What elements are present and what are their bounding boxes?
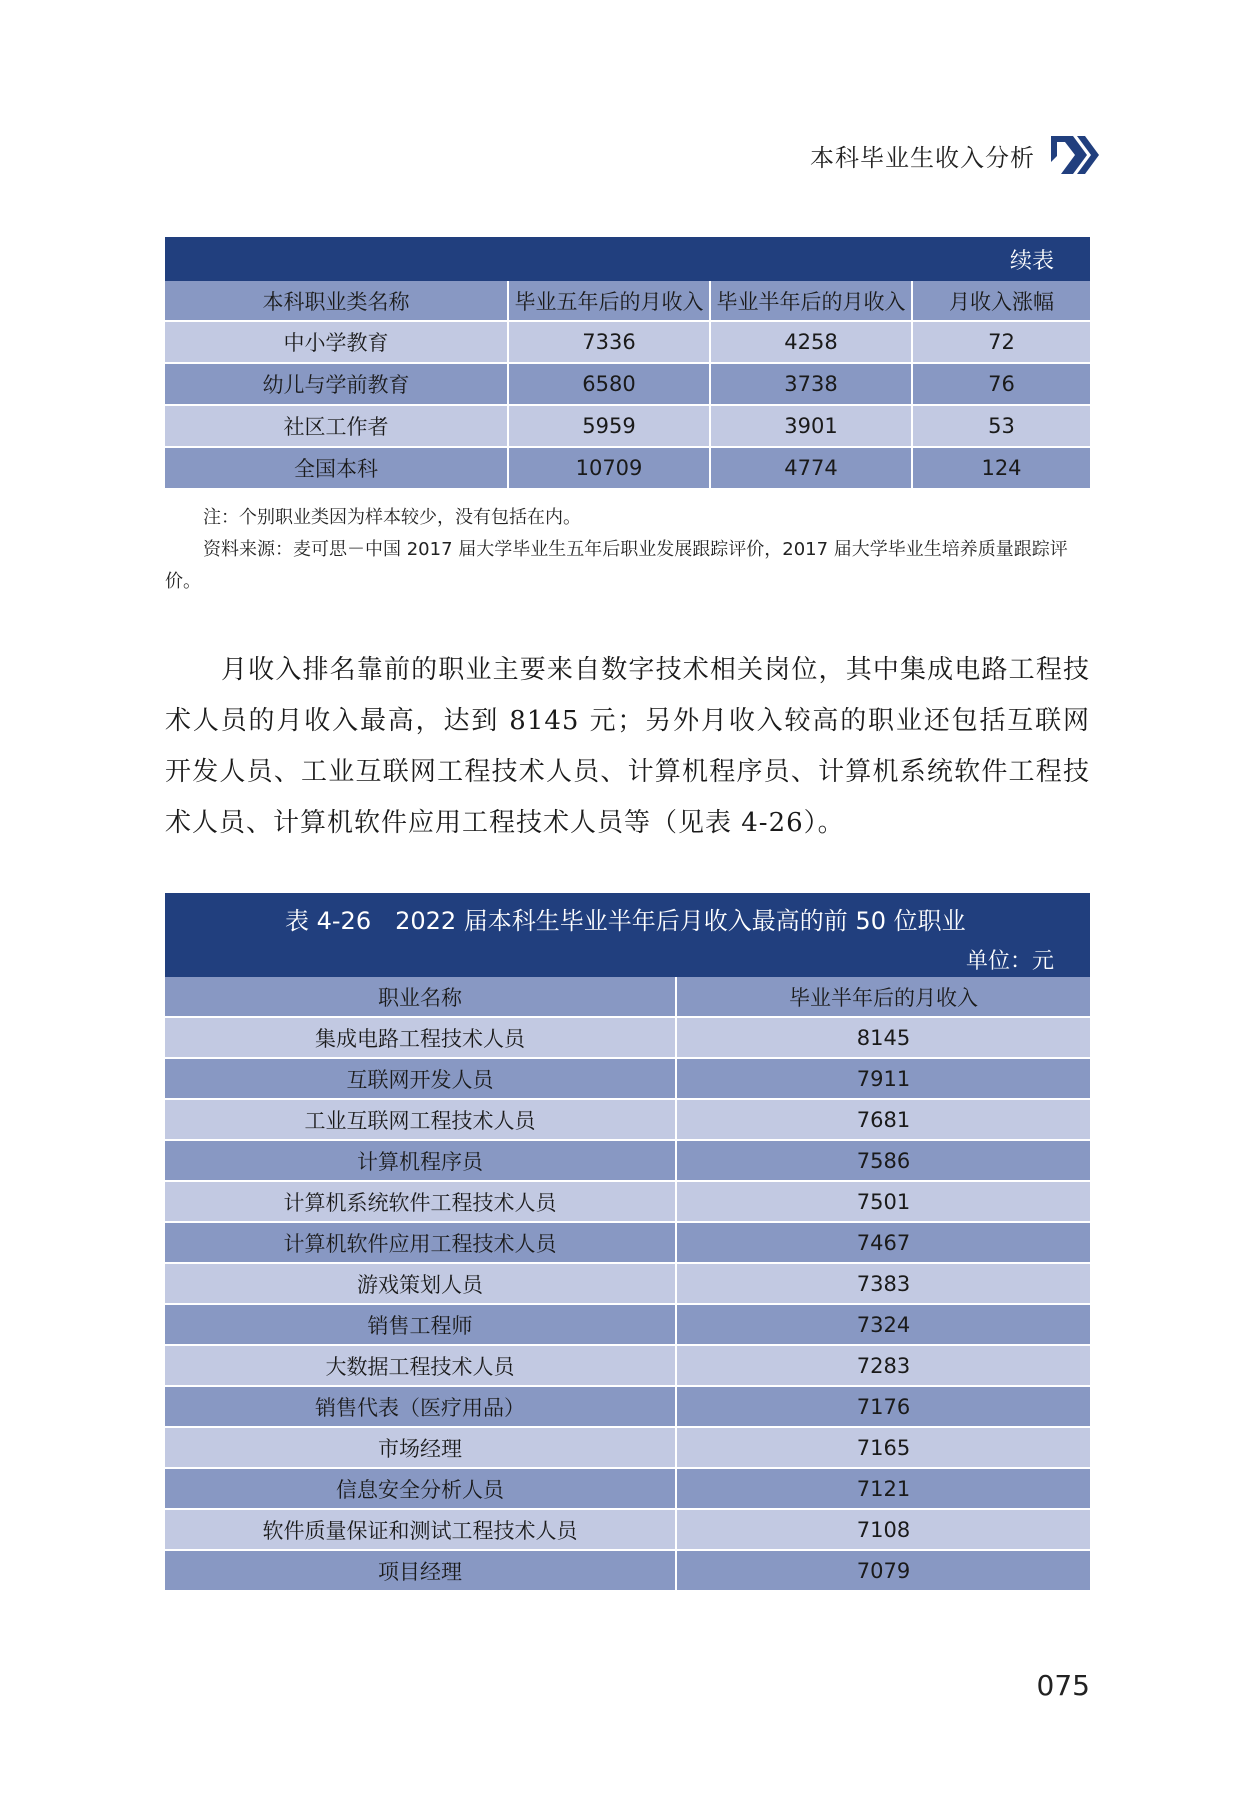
table-cell: 幼儿与学前教育 [165, 363, 508, 405]
column-header: 毕业半年后的月收入 [676, 977, 1090, 1017]
table-cell: 中小学教育 [165, 321, 508, 363]
table-cell: 3901 [710, 405, 912, 447]
table-note: 注：个别职业类因为样本较少，没有包括在内。 [203, 507, 581, 528]
table-row [165, 1099, 1090, 1140]
table-cell: 互联网开发人员 [165, 1058, 676, 1099]
table-cell: 8145 [676, 1017, 1090, 1058]
table-cell: 124 [912, 447, 1090, 489]
table-cell: 7467 [676, 1222, 1090, 1263]
table-row [165, 1058, 1090, 1099]
table-cell: 10709 [508, 447, 710, 489]
table-caption [165, 893, 1090, 977]
table-cell: 7501 [676, 1181, 1090, 1222]
table-unit: 单位：元 [966, 949, 1055, 974]
table-row [165, 1140, 1090, 1181]
top-50-income-occupations-table [165, 893, 1090, 1592]
table-row [165, 1304, 1090, 1345]
page-number: 075 [1036, 1669, 1090, 1702]
body-paragraph: 月收入排名靠前的职业主要来自数字技术相关岗位，其中集成电路工程技术人员的月收入最高，达到 8145 元；另外月收入较高的职业还包括互联网开发人员、工业互联网工程技术人员、计算机程序员、计算机系统软件工程技术人员、计算机软件应用工程技术人员等（见表 4-26）。 [165, 655, 1090, 838]
running-header [810, 132, 1099, 178]
table-cell: 7681 [676, 1099, 1090, 1140]
table-title: 表 4-26 2022 届本科生毕业半年后月收入最高的前 50 位职业 [285, 907, 966, 935]
continued-occupation-income-table [165, 237, 1090, 490]
table-cell: 7176 [676, 1386, 1090, 1427]
table-row [165, 1017, 1090, 1058]
table-cell: 软件质量保证和测试工程技术人员 [165, 1509, 676, 1550]
table-cell: 集成电路工程技术人员 [165, 1017, 676, 1058]
table-cell: 4258 [710, 321, 912, 363]
table-row [165, 363, 1090, 405]
table-cell: 大数据工程技术人员 [165, 1345, 676, 1386]
column-header: 本科职业类名称 [165, 281, 508, 321]
table-cell: 7336 [508, 321, 710, 363]
table-cell: 信息安全分析人员 [165, 1468, 676, 1509]
table-row [165, 1345, 1090, 1386]
header-title: 本科毕业生收入分析 [810, 143, 1035, 172]
chapter-arrow-logo-icon [1049, 132, 1099, 178]
table-cell: 7324 [676, 1304, 1090, 1345]
table-notes [165, 502, 1090, 598]
table-row [165, 1550, 1090, 1591]
table-cell: 项目经理 [165, 1550, 676, 1591]
table-cell: 7079 [676, 1550, 1090, 1591]
table-row [165, 1222, 1090, 1263]
table-cell: 6580 [508, 363, 710, 405]
table-row [165, 447, 1090, 489]
table-row [165, 1181, 1090, 1222]
table-cell: 7108 [676, 1509, 1090, 1550]
table-cell: 7165 [676, 1427, 1090, 1468]
column-header: 毕业半年后的月收入 [710, 281, 912, 321]
table-row [165, 405, 1090, 447]
table-cell: 7283 [676, 1345, 1090, 1386]
table-cell: 计算机软件应用工程技术人员 [165, 1222, 676, 1263]
table-cell: 7586 [676, 1140, 1090, 1181]
table-cell: 3738 [710, 363, 912, 405]
table-row [165, 1509, 1090, 1550]
table-cell: 市场经理 [165, 1427, 676, 1468]
table-row [165, 1468, 1090, 1509]
data-source-note: 资料来源：麦可思－中国 2017 届大学毕业生五年后职业发展跟踪评价，2017 届大学毕业生培养质量跟踪评价。 [165, 539, 1068, 592]
table-continued-caption: 续表 [165, 237, 1090, 281]
table-cell: 计算机程序员 [165, 1140, 676, 1181]
table-row [165, 1263, 1090, 1304]
table-cell: 5959 [508, 405, 710, 447]
column-header: 职业名称 [165, 977, 676, 1017]
table-cell: 游戏策划人员 [165, 1263, 676, 1304]
table-cell: 53 [912, 405, 1090, 447]
table-cell: 销售工程师 [165, 1304, 676, 1345]
table-cell: 76 [912, 363, 1090, 405]
table-cell: 7383 [676, 1263, 1090, 1304]
table-cell: 72 [912, 321, 1090, 363]
table-cell: 7121 [676, 1468, 1090, 1509]
column-header: 月收入涨幅 [912, 281, 1090, 321]
table-row [165, 1386, 1090, 1427]
table-cell: 7911 [676, 1058, 1090, 1099]
table-row [165, 321, 1090, 363]
table-cell: 4774 [710, 447, 912, 489]
table-cell: 工业互联网工程技术人员 [165, 1099, 676, 1140]
table-cell: 社区工作者 [165, 405, 508, 447]
table-row [165, 1427, 1090, 1468]
table-cell: 销售代表（医疗用品） [165, 1386, 676, 1427]
table-cell: 计算机系统软件工程技术人员 [165, 1181, 676, 1222]
table-cell: 全国本科 [165, 447, 508, 489]
column-header: 毕业五年后的月收入 [508, 281, 710, 321]
